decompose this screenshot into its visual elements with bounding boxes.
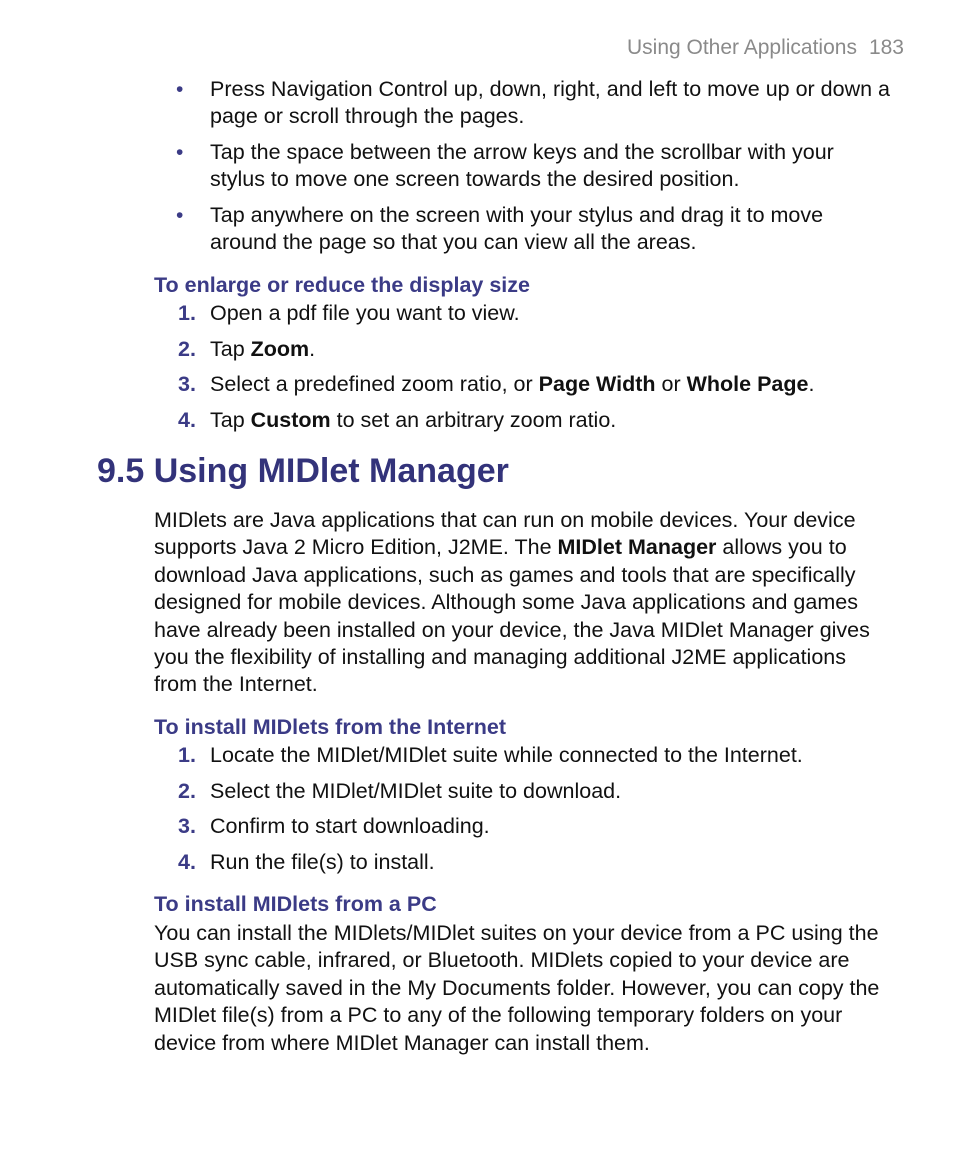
step-text [210,300,520,327]
step-text [210,407,616,434]
step-text [210,813,490,840]
enlarge-display-heading: To enlarge or reduce the display size [154,273,530,297]
page-header [627,36,904,60]
step-text [210,778,621,805]
text-run: Locate the MIDlet/MIDlet suite while connected to the Internet. [210,743,803,767]
step-text [210,849,435,876]
midlet-intro-paragraph [154,507,884,699]
text-run: allows you to download Java applications, such as games and tools that are specifically designed for mobile devices. Although some Java applications and games have already been installed on your device, the Java MIDlet Manager gives you the flexibility of installing and managing additional J2ME applications from the Internet. [154,535,870,697]
bold-term: Whole Page [686,372,809,396]
bullet-text: Tap the space between the arrow keys and the scrollbar with your stylus to move one screen towards the desired position. [210,140,834,191]
step-item [0,849,954,885]
install-pc-heading: To install MIDlets from a PC [154,892,437,916]
text-run: to set an arbitrary zoom ratio. [330,407,617,432]
step-number: 2. [178,778,196,803]
step-text [210,336,315,363]
install-pc-paragraph: You can install the MIDlets/MIDlet suites on your device from a PC using the USB sync cable, infrared, or Bluetooth. MIDlets copied to your device are automatically saved in the My Documents folder. However, you can copy the MIDlet file(s) from a PC to any of the following temporary folders on your device from where MIDlet Manager can install them. [154,921,880,1055]
step-number: 3. [178,372,196,396]
step-number: 4. [178,849,196,874]
bullet-icon: • [176,204,184,227]
text-run: Confirm to start downloading. [210,814,490,838]
bold-term: Zoom [250,336,310,361]
step-number: 4. [178,407,196,432]
bullet-icon: • [176,141,184,164]
text-run: MIDlets are Java applications that can run on mobile devices. Your device supports Java 2 Micro Edition, J2ME. The [154,508,856,560]
header-section-title: Using Other Applications [626,36,857,59]
text-run: Select the MIDlet/MIDlet suite to download. [210,778,622,803]
section-title: 9.5 Using MIDlet Manager [97,452,509,490]
install-internet-heading: To install MIDlets from the Internet [154,715,506,739]
text-run: Tap [210,407,251,432]
step-item [0,407,954,443]
bullet-text: Tap anywhere on the screen with your stylus and drag it to move around the page so that you can view all the areas. [210,203,824,254]
step-item [0,778,954,814]
step-item [0,336,954,372]
step-number: 3. [178,814,196,838]
bold-term: Page Width [538,372,656,396]
bullet-icon: • [176,78,184,101]
text-run: Run the file(s) to install. [210,849,435,874]
navigation-bullet-list [0,76,954,265]
text-run: . [808,372,815,396]
text-run: or [655,372,687,396]
step-text [210,371,814,398]
step-item [0,813,954,849]
text-run: Tap [210,336,251,361]
text-run: . [309,336,316,361]
step-item [0,371,954,407]
install-internet-steps-list [0,742,954,884]
page-number: 183 [868,36,904,59]
text-run: Open a pdf file you want to view. [210,301,520,325]
bold-term: Custom [250,407,331,432]
list-item [0,76,954,130]
list-item [0,139,954,193]
bold-term: MIDlet Manager [557,535,717,560]
text-run: Select a predefined zoom ratio, or [210,372,539,396]
enlarge-steps-list [0,300,954,442]
step-item [0,742,954,778]
step-number: 2. [178,336,196,361]
step-number: 1. [178,301,196,325]
step-text [210,742,803,769]
list-item [0,202,954,256]
step-number: 1. [178,743,196,767]
bullet-text: Press Navigation Control up, down, right, and left to move up or down a page or scroll through the pages. [210,77,891,128]
step-item [0,300,954,336]
